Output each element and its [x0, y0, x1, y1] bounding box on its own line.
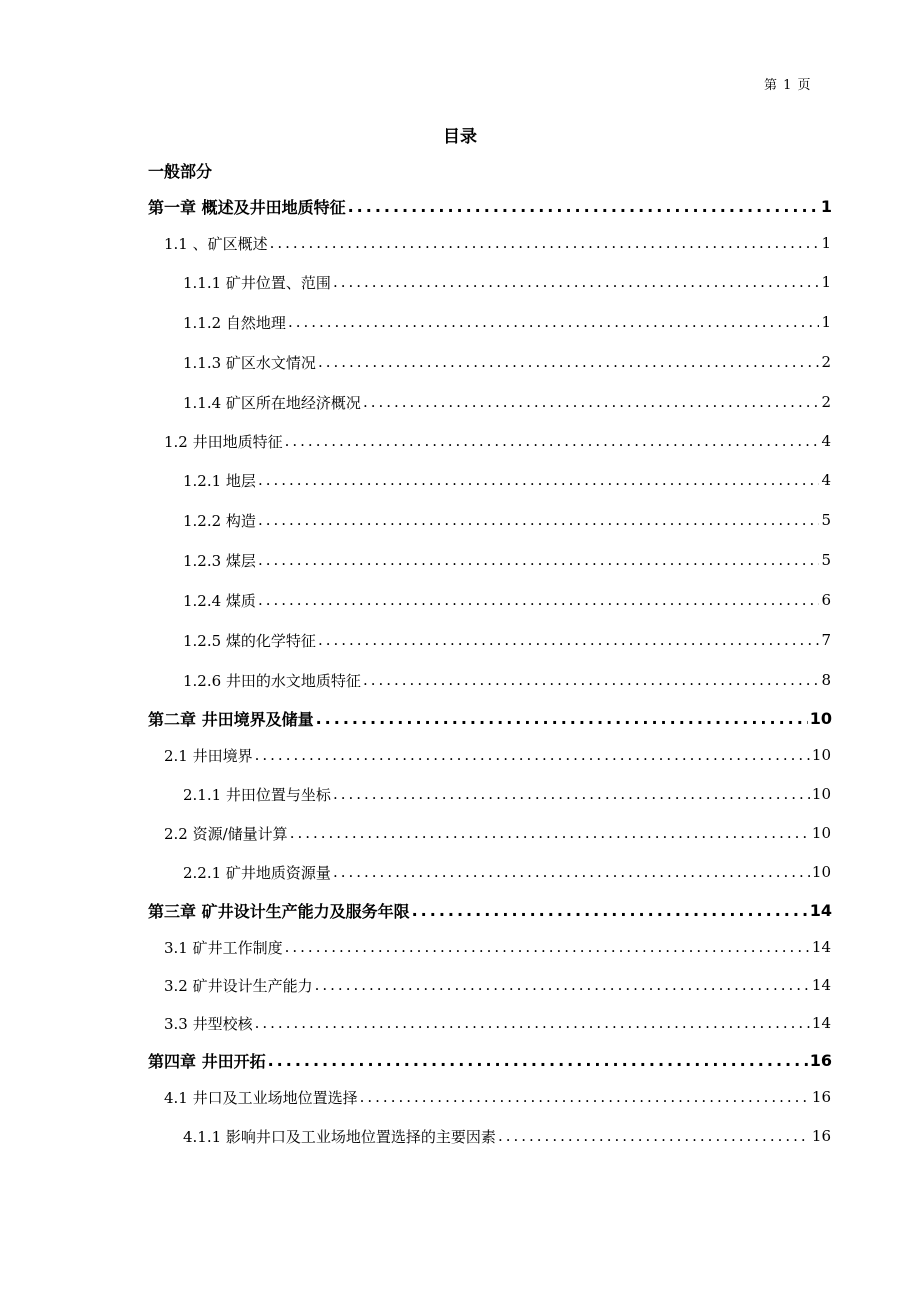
- toc-entry-page: 2: [821, 393, 831, 411]
- toc-entry[interactable]: [183, 774, 831, 814]
- toc-leader-dots: [268, 1051, 808, 1070]
- toc-leader-dots: [258, 511, 820, 529]
- toc-leader-dots: [258, 591, 820, 609]
- toc-entry[interactable]: [183, 852, 831, 892]
- toc-leader-dots: [270, 234, 820, 252]
- toc-entry-label: 2.2 资源/储量计算: [164, 824, 288, 843]
- toc-leader-dots: [498, 1127, 810, 1145]
- toc-entry[interactable]: [183, 540, 831, 580]
- toc-entry-page: 1: [820, 196, 832, 216]
- toc-title: 目录: [443, 127, 477, 147]
- toc-entry[interactable]: [164, 928, 831, 966]
- toc-entry-label: 3.1 矿井工作制度: [164, 938, 283, 957]
- toc-entry-page: 2: [821, 353, 831, 371]
- toc-entry[interactable]: [148, 892, 832, 928]
- toc-leader-dots: [412, 901, 808, 920]
- toc-entry-label: 1.1.1 矿井位置、范围: [183, 273, 331, 292]
- toc-entry-page: 10: [811, 746, 831, 764]
- toc-entry[interactable]: [183, 620, 831, 660]
- page-number: 第 1 页: [764, 78, 812, 93]
- toc-entry-label: 3.3 井型校核: [164, 1014, 253, 1033]
- toc-leader-dots: [333, 863, 810, 881]
- toc-entry-label: 第二章 井田境界及储量: [148, 709, 314, 729]
- toc-entry-label: 1.1.4 矿区所在地经济概况: [183, 393, 361, 412]
- toc-leader-dots: [255, 746, 810, 764]
- toc-entry-page: 6: [821, 591, 831, 609]
- toc-entry-label: 4.1.1 影响井口及工业场地位置选择的主要因素: [183, 1127, 496, 1146]
- toc-leader-dots: [363, 393, 820, 411]
- toc-entry-page: 8: [821, 671, 831, 689]
- toc-entry-label: 4.1 井口及工业场地位置选择: [164, 1088, 358, 1107]
- toc-entry[interactable]: [183, 460, 831, 500]
- toc-leader-dots: [316, 709, 808, 728]
- toc-entry-label: 第三章 矿井设计生产能力及服务年限: [148, 901, 410, 921]
- toc-entry[interactable]: [183, 302, 831, 342]
- toc-leader-dots: [360, 1088, 810, 1106]
- toc-entry[interactable]: [164, 1004, 831, 1042]
- toc-leader-dots: [318, 631, 820, 649]
- toc-entry-page: 5: [821, 511, 831, 529]
- toc-leader-dots: [285, 432, 820, 450]
- toc-entry[interactable]: [164, 422, 831, 460]
- toc-leader-dots: [333, 273, 820, 291]
- toc-entry-label: 1.2 井田地质特征: [164, 432, 283, 451]
- toc-entry-page: 10: [809, 708, 832, 728]
- toc-leader-dots: [348, 197, 819, 216]
- toc-entry-label: 第一章 概述及井田地质特征: [148, 197, 346, 217]
- toc-entry-page: 14: [811, 938, 831, 956]
- toc-entry-label: 1.1.2 自然地理: [183, 313, 286, 332]
- toc-leader-dots: [318, 353, 820, 371]
- toc-entry[interactable]: [148, 700, 832, 736]
- toc-entry[interactable]: [183, 500, 831, 540]
- toc-leader-dots: [333, 785, 810, 803]
- toc-leader-dots: [290, 824, 810, 842]
- toc-entry[interactable]: [183, 382, 831, 422]
- toc-entry-page: 16: [809, 1050, 832, 1070]
- toc-entry[interactable]: [164, 224, 831, 262]
- toc-entry-label: 1.2.5 煤的化学特征: [183, 631, 316, 650]
- toc-entry-label: 2.1.1 井田位置与坐标: [183, 785, 331, 804]
- toc-entry-page: 14: [811, 976, 831, 994]
- toc-entry-label: 3.2 矿井设计生产能力: [164, 976, 313, 995]
- toc-leader-dots: [258, 471, 820, 489]
- toc-entry[interactable]: [164, 736, 831, 774]
- toc-entry[interactable]: [164, 966, 831, 1004]
- toc-entry[interactable]: [183, 342, 831, 382]
- toc-entry-page: 5: [821, 551, 831, 569]
- toc-leader-dots: [255, 1014, 810, 1032]
- toc-entry[interactable]: [164, 1078, 831, 1116]
- toc-list: [0, 188, 920, 1156]
- toc-entry-page: 10: [811, 824, 831, 842]
- toc-entry-label: 2.2.1 矿井地质资源量: [183, 863, 331, 882]
- toc-leader-dots: [258, 551, 820, 569]
- toc-entry[interactable]: [183, 660, 831, 700]
- toc-entry-label: 1.2.1 地层: [183, 471, 256, 490]
- toc-entry-page: 1: [821, 313, 831, 331]
- toc-entry[interactable]: [183, 262, 831, 302]
- toc-leader-dots: [288, 313, 820, 331]
- toc-entry-page: 16: [811, 1127, 831, 1145]
- toc-entry-page: 7: [821, 631, 831, 649]
- toc-entry-label: 1.1 、矿区概述: [164, 234, 268, 253]
- toc-leader-dots: [285, 938, 810, 956]
- toc-leader-dots: [363, 671, 820, 689]
- toc-entry-label: 1.2.4 煤质: [183, 591, 256, 610]
- toc-entry[interactable]: [183, 580, 831, 620]
- toc-entry-label: 2.1 井田境界: [164, 746, 253, 765]
- toc-entry-label: 1.2.2 构造: [183, 511, 256, 530]
- toc-entry-page: 10: [811, 785, 831, 803]
- toc-entry[interactable]: [148, 188, 832, 224]
- toc-entry[interactable]: [148, 1042, 832, 1078]
- toc-entry-page: 1: [821, 273, 831, 291]
- toc-entry-label: 1.2.3 煤层: [183, 551, 256, 570]
- toc-entry-page: 10: [811, 863, 831, 881]
- toc-entry-label: 第四章 井田开拓: [148, 1051, 266, 1071]
- toc-entry-page: 14: [809, 900, 832, 920]
- toc-leader-dots: [315, 976, 810, 994]
- toc-entry-page: 14: [811, 1014, 831, 1032]
- section-heading: 一般部分: [148, 162, 213, 181]
- toc-entry[interactable]: [183, 1116, 831, 1156]
- toc-entry-page: 1: [821, 234, 831, 252]
- toc-entry[interactable]: [164, 814, 831, 852]
- toc-entry-page: 16: [811, 1088, 831, 1106]
- toc-entry-label: 1.2.6 井田的水文地质特征: [183, 671, 361, 690]
- toc-entry-label: 1.1.3 矿区水文情况: [183, 353, 316, 372]
- toc-entry-page: 4: [821, 432, 831, 450]
- toc-entry-page: 4: [821, 471, 831, 489]
